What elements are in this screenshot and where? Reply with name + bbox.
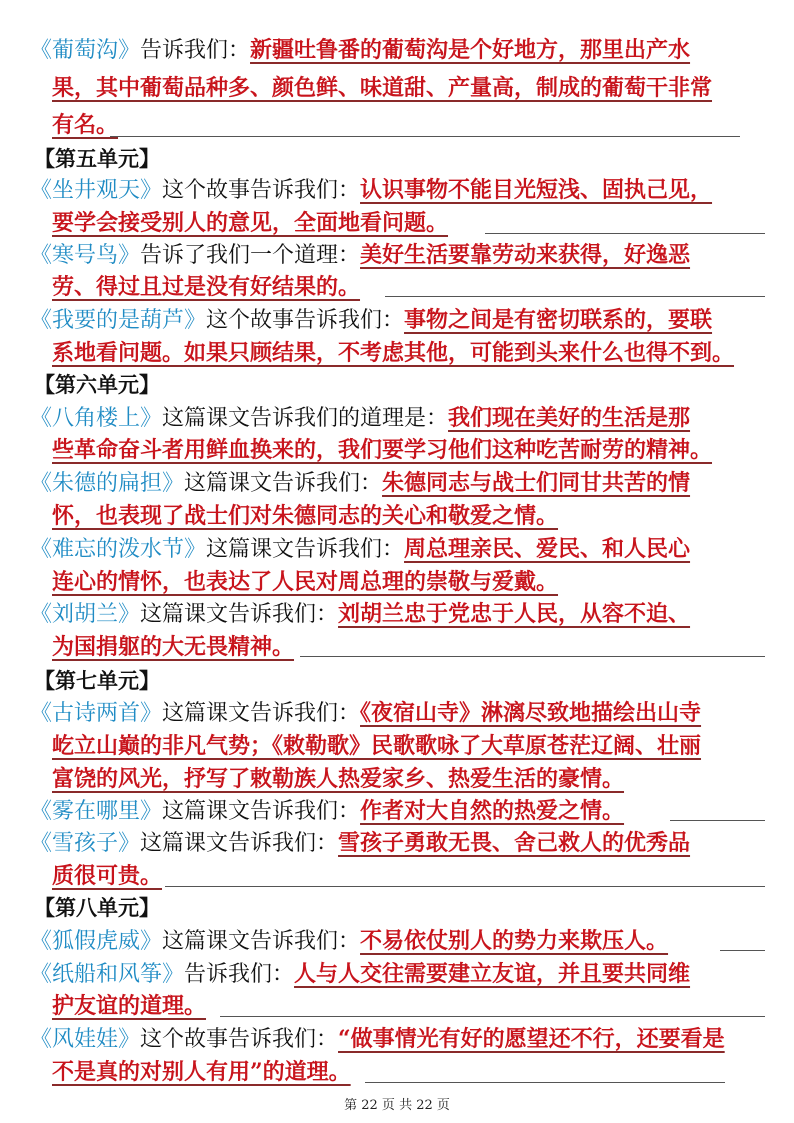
- unit-header: 【第六单元】: [34, 372, 160, 397]
- lesson-answer: 些革命奋斗者用鲜血换来的，我们要学习他们这种吃苦耐劳的精神。: [52, 437, 713, 463]
- lesson-answer: 不是真的对别人有用”的道理。: [52, 1059, 351, 1085]
- lesson-answer: 事物之间是有密切联系的，要联: [404, 307, 713, 333]
- lesson-answer: 护友谊的道理。: [52, 993, 207, 1019]
- lesson-intro: 这个故事告诉我们：: [140, 1027, 339, 1052]
- lesson-answer: 雪孩子勇敢无畏、舍己救人的优秀品: [338, 830, 691, 856]
- answer-rule: [485, 233, 765, 234]
- lesson-intro: 告诉我们：: [184, 962, 295, 987]
- entry-putaogou-line2: [52, 71, 770, 105]
- entry-xuehaizi: [30, 826, 770, 860]
- entry-fengwawa-line2: [52, 1055, 770, 1089]
- lesson-intro: 这个故事告诉我们：: [162, 178, 361, 203]
- answer-rule: [670, 820, 765, 821]
- lesson-answer: 质很可贵。: [52, 863, 163, 889]
- lesson-title: 《雪孩子》: [30, 831, 141, 856]
- lesson-title: 《寒号鸟》: [30, 243, 141, 268]
- lesson-title: 《难忘的泼水节》: [30, 537, 207, 562]
- answer-rule: [300, 656, 765, 657]
- entry-fengwawa: [30, 1022, 770, 1056]
- lesson-intro: 这篇课文告诉我们：: [184, 471, 383, 496]
- entry-liuhulan-line2: [52, 630, 770, 664]
- lesson-answer: 作者对大自然的热爱之情。: [360, 798, 625, 824]
- lesson-answer: 朱德同志与战士们同甘共苦的情: [382, 470, 691, 496]
- entry-bajiaoloushang-line2: [52, 433, 770, 467]
- lesson-title: 《朱德的扁担》: [30, 471, 185, 496]
- lesson-answer: 劳、得过且过是没有好结果的。: [52, 274, 361, 300]
- lesson-title: 《葡萄沟》: [30, 38, 141, 63]
- lesson-answer: 屹立山巅的非凡气势；《敕勒歌》民歌歌咏了大草原苍茫辽阔、壮丽: [52, 733, 702, 759]
- entry-zhudedebiandan: [30, 466, 770, 500]
- entry-gushiliangshou: [30, 696, 770, 730]
- answer-rule: [165, 886, 765, 887]
- entry-woyaodeshihulu: [30, 303, 770, 337]
- lesson-intro: 这篇课文告诉我们：: [162, 701, 361, 726]
- entry-hanhaoniao-line2: [52, 270, 770, 304]
- lesson-title: 《纸船和风筝》: [30, 962, 185, 987]
- entry-nanwangdeposhuijie: [30, 532, 770, 566]
- unit-header: 【第八单元】: [34, 895, 160, 920]
- lesson-answer: 美好生活要靠劳动来获得，好逸恶: [360, 242, 691, 268]
- lesson-answer: 认识事物不能目光短浅、固执己见，: [360, 177, 713, 203]
- entry-nanwangdeposhuijie-line2: [52, 565, 770, 599]
- entry-zuojingguantian: [30, 173, 770, 207]
- lesson-intro: 告诉我们：: [140, 38, 251, 63]
- lesson-intro: 这篇课文告诉我们：: [206, 537, 405, 562]
- answer-rule: [365, 1082, 725, 1083]
- lesson-intro: 这篇课文告诉我们的道理是：: [162, 406, 449, 431]
- lesson-title: 《风娃娃》: [30, 1027, 141, 1052]
- lesson-answer: 怀，也表现了战士们对朱德同志的关心和敬爱之情。: [52, 503, 559, 529]
- entry-zhichuanhefengzheng-line2: [52, 989, 770, 1023]
- entry-wuzainali: [30, 794, 770, 828]
- lesson-title: 《狐假虎威》: [30, 929, 163, 954]
- answer-rule: [385, 296, 765, 297]
- lesson-title: 《古诗两首》: [30, 701, 163, 726]
- entry-bajiaoloushang: [30, 401, 770, 435]
- entry-zhichuanhefengzheng: [30, 957, 770, 991]
- unit-header: 【第五单元】: [34, 146, 160, 171]
- lesson-title: 《坐井观天》: [30, 178, 163, 203]
- entry-zhudedebiandan-line2: [52, 499, 770, 533]
- lesson-answer: 果，其中葡萄品种多、颜色鲜、味道甜、产量高，制成的葡萄干非常: [52, 75, 713, 101]
- lesson-title: 《雾在哪里》: [30, 799, 163, 824]
- unit-header: 【第七单元】: [34, 668, 160, 693]
- page-number: 第 22 页 共 22 页: [344, 1098, 450, 1113]
- lesson-answer: “做事情光有好的愿望还不行，还要看是: [338, 1026, 725, 1052]
- lesson-answer: 不易依仗别人的势力来欺压人。: [360, 928, 669, 954]
- answer-rule: [220, 1016, 765, 1017]
- lesson-intro: 这篇课文告诉我们：: [162, 799, 361, 824]
- lesson-intro: 告诉了我们一个道理：: [140, 243, 361, 268]
- lesson-answer: 为国捐躯的大无畏精神。: [52, 634, 295, 660]
- entry-zuojingguantian-line2: [52, 206, 770, 240]
- entry-hujiahuwei: [30, 924, 770, 958]
- lesson-intro: 这篇课文告诉我们：: [140, 831, 339, 856]
- entry-liuhulan: [30, 597, 770, 631]
- entry-gushiliangshou-line3: [52, 762, 770, 796]
- lesson-answer: 周总理亲民、爱民、和人民心: [404, 536, 691, 562]
- lesson-answer: 要学会接受别人的意见，全面地看问题。: [52, 210, 449, 236]
- lesson-answer: 新疆吐鲁番的葡萄沟是个好地方，那里出产水: [250, 37, 691, 63]
- lesson-intro: 这篇课文告诉我们：: [162, 929, 361, 954]
- lesson-title: 《八角楼上》: [30, 406, 163, 431]
- lesson-answer: 人与人交往需要建立友谊，并且要共同维: [294, 961, 691, 987]
- entry-putaogou: [30, 33, 770, 67]
- lesson-answer: 富饶的风光，抒写了敕勒族人热爱家乡、热爱生活的豪情。: [52, 766, 625, 792]
- lesson-answer: 连心的情怀，也表达了人民对周总理的崇敬与爱戴。: [52, 569, 559, 595]
- lesson-title: 《我要的是葫芦》: [30, 308, 207, 333]
- entry-gushiliangshou-line2: [52, 729, 770, 763]
- entry-hanhaoniao: [30, 238, 770, 272]
- lesson-answer: 我们现在美好的生活是那: [448, 405, 691, 431]
- answer-rule: [720, 950, 765, 951]
- lesson-answer: 系地看问题。如果只顾结果，不考虑其他，可能到头来什么也得不到。: [52, 340, 735, 366]
- lesson-answer: 《夜宿山寺》淋漓尽致地描绘出山寺: [360, 700, 702, 726]
- entry-xuehaizi-line2: [52, 859, 770, 893]
- lesson-title: 《刘胡兰》: [30, 602, 141, 627]
- lesson-answer: 刘胡兰忠于党忠于人民，从容不迫、: [338, 601, 691, 627]
- answer-rule: [110, 136, 740, 137]
- lesson-intro: 这个故事告诉我们：: [206, 308, 405, 333]
- lesson-intro: 这篇课文告诉我们：: [140, 602, 339, 627]
- entry-woyaodeshihulu-line2: [52, 336, 770, 370]
- lesson-answer: 有名。: [52, 112, 119, 138]
